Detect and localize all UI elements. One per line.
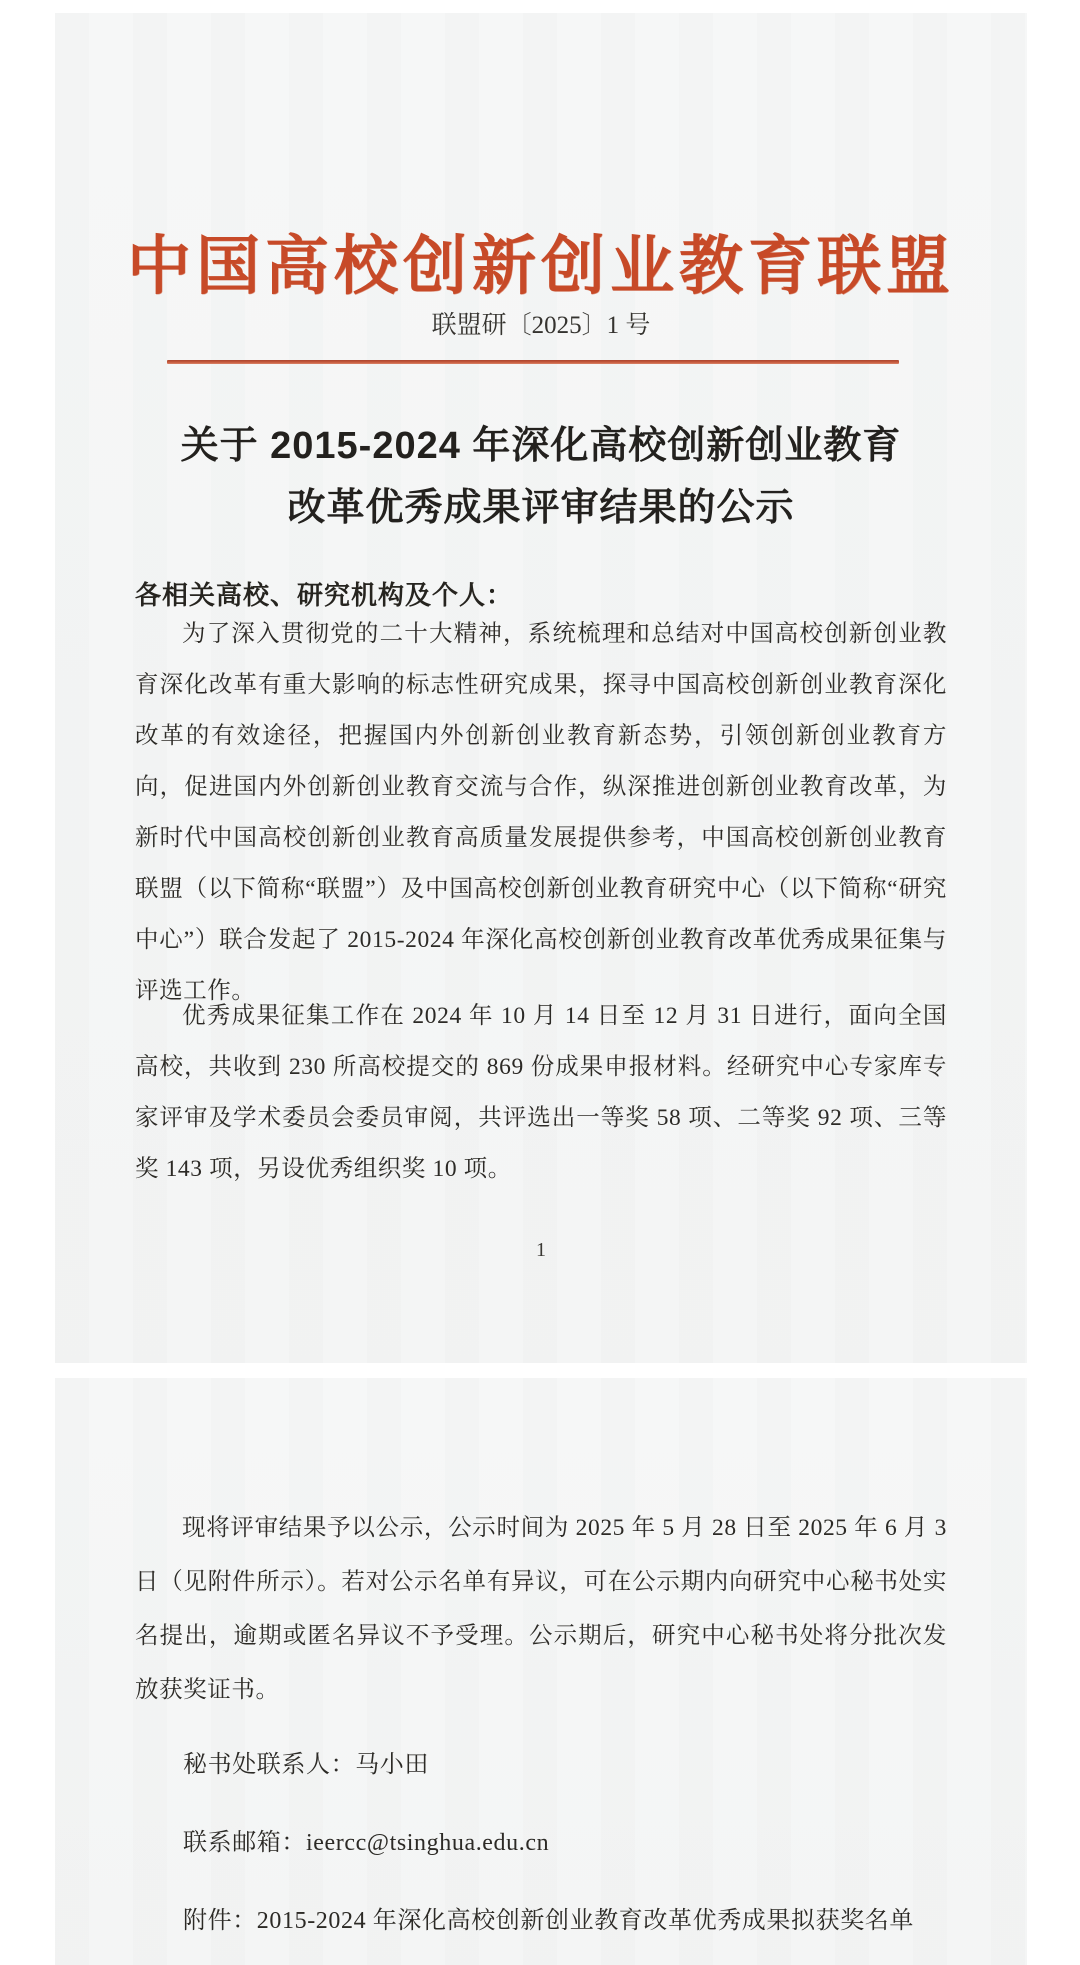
salutation: 各相关高校、研究机构及个人： bbox=[135, 580, 514, 610]
body-paragraph-2: 优秀成果征集工作在 2024 年 10 月 14 日至 12 月 31 日进行，面向全国高校，共收到 230 所高校提交的 869 份成果申报材料。经研究中心专家库专家评审及学术委员会委员审阅，共评选出一等奖 58 项、二等奖 92 项、三等奖 143 项，另设优秀组织奖 10 项。 bbox=[135, 1003, 947, 1182]
body-paragraph-1: 为了深入贯彻党的二十大精神，系统梳理和总结对中国高校创新创业教育深化改革有重大影响的标志性研究成果，探寻中国高校创新创业教育深化改革的有效途径，把握国内外创新创业教育新态势，引领创新创业教育方向，促进国内外创新创业教育交流与合作，纵深推进创新创业教育改革，为新时代中国高校创新创业教育高质量发展提供参考，中国高校创新创业教育联盟（以下简称“联盟”）及中国高校创新创业教育研究中心（以下简称“研究中心”）联合发起了 2015-2024 年深化高校创新创业教育改革优秀成果征集与评选工作。 bbox=[135, 621, 947, 1004]
document-page-1 bbox=[55, 13, 1027, 1363]
document-title-line-1: 关于 2015-2024 年深化高校创新创业教育 bbox=[180, 425, 902, 467]
contact-email-line: 联系邮箱：ieercc@tsinghua.edu.cn bbox=[183, 1830, 550, 1856]
secretariat-contact-line: 秘书处联系人：马小田 bbox=[183, 1752, 429, 1778]
document-page-2 bbox=[55, 1378, 1027, 1965]
body-paragraph-3: 现将评审结果予以公示，公示时间为 2025 年 5 月 28 日至 2025 年 6 月 3 日（见附件所示）。若对公示名单有异议，可在公示期内向研究中心秘书处实名提出，逾期或匿名异议不予受理。公示期后，研究中心秘书处将分批次发放获奖证书。 bbox=[135, 1515, 947, 1703]
red-header-divider bbox=[167, 360, 899, 364]
organization-header-title: 中国高校创新创业教育联盟 bbox=[127, 231, 955, 302]
attachment-reference-line: 附件：2015-2024 年深化高校创新创业教育改革优秀成果拟获奖名单 bbox=[183, 1908, 914, 1934]
page-number: 1 bbox=[536, 1239, 546, 1261]
document-title-line-2: 改革优秀成果评审结果的公示 bbox=[287, 487, 795, 529]
document-title bbox=[55, 415, 1027, 539]
document-reference-number: 联盟研〔2025〕1 号 bbox=[431, 312, 651, 339]
